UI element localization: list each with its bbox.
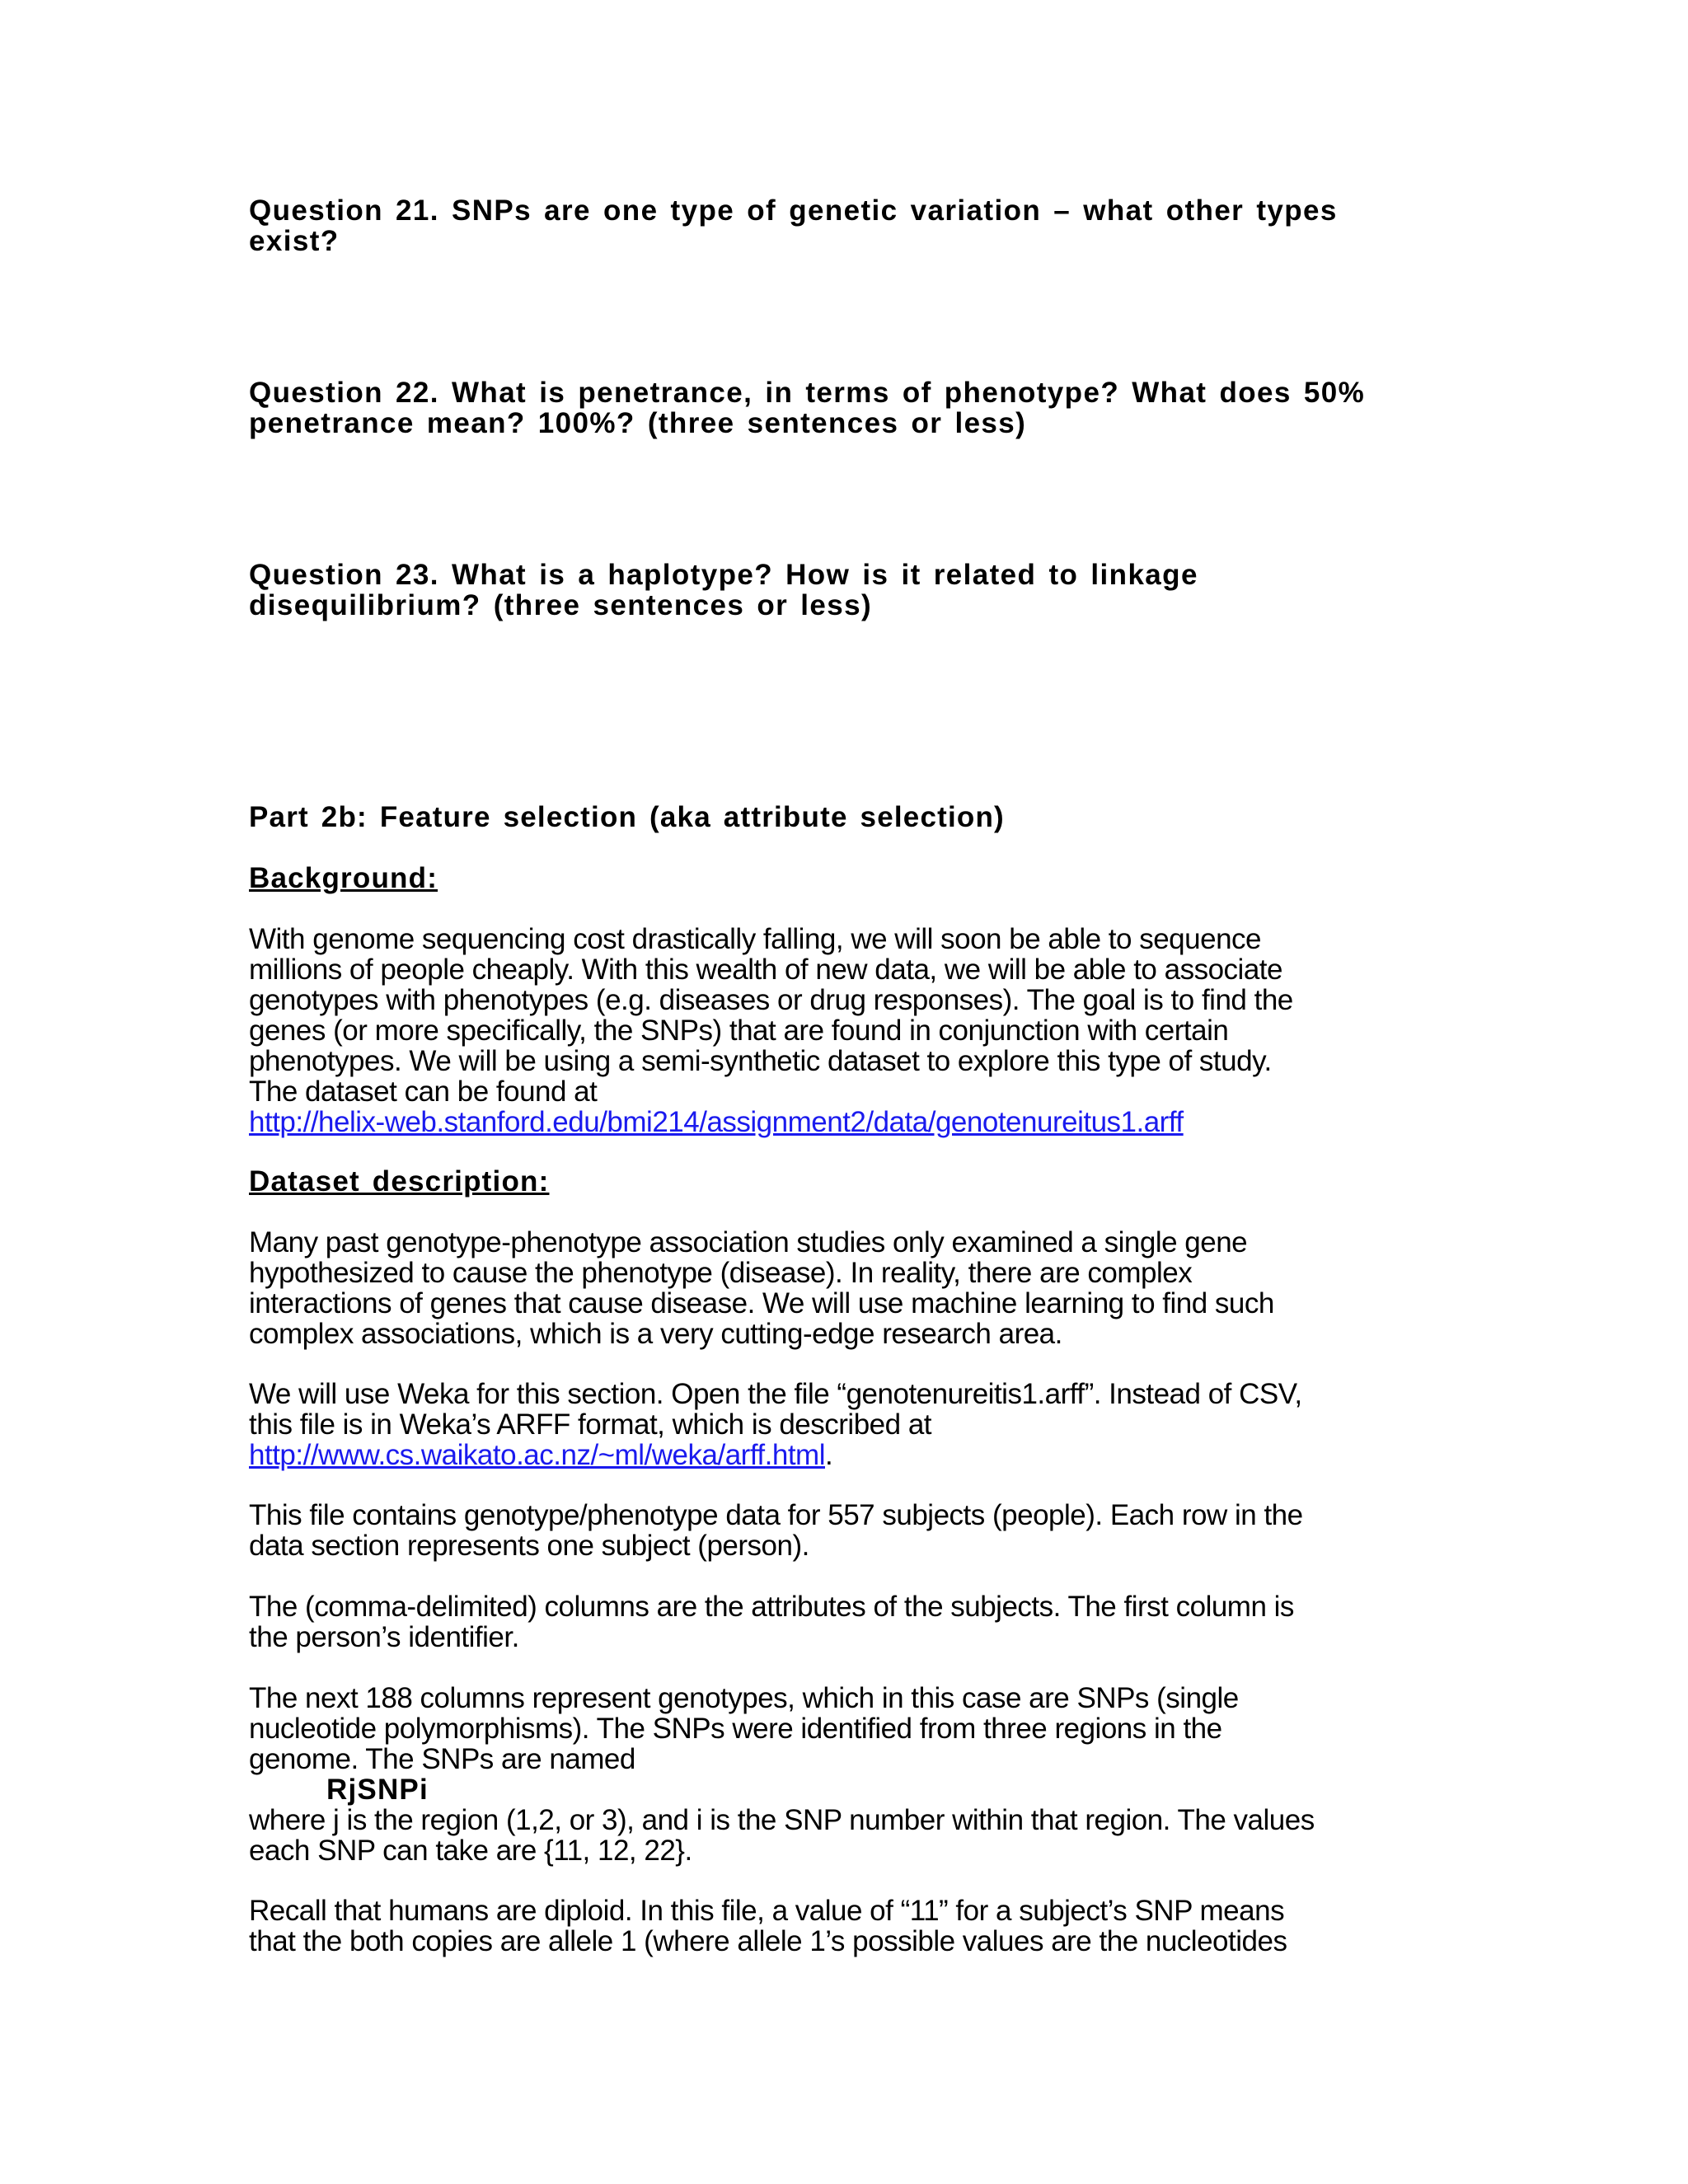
question-line: penetrance mean? 100%? (three sentences or less): [249, 407, 1027, 439]
text-line: data section represents one subject (person).: [249, 1530, 809, 1562]
text-line: This file contains genotype/phenotype data for 557 subjects (people). Each row in the: [249, 1499, 1303, 1531]
text-line: genes (or more specifically, the SNPs) that are found in conjunction with certain: [249, 1015, 1229, 1047]
text-line: where j is the region (1,2, or 3), and i is the SNP number within that region. The values: [249, 1804, 1315, 1836]
dataset-paragraph-5: [249, 1683, 1436, 1866]
text-line: this file is in Weka’s ARFF format, which is described at: [249, 1408, 932, 1441]
text-line: The dataset can be found at: [249, 1076, 598, 1108]
background-heading: Background:: [249, 862, 438, 894]
question-line: Question 21. SNPs are one type of genetic variation – what other types: [249, 194, 1338, 227]
dataset-description-heading: Dataset description:: [249, 1165, 550, 1197]
text-line: complex associations, which is a very cutting-edge research area.: [249, 1318, 1062, 1350]
text-line: interactions of genes that cause disease. We will use machine learning to find such: [249, 1287, 1274, 1319]
question-line: Question 23. What is a haplotype? How is it related to linkage: [249, 559, 1198, 591]
dataset-paragraph-1: [249, 1227, 1436, 1349]
question-22: [249, 377, 1436, 438]
text-line: The next 188 columns represent genotypes, which in this case are SNPs (single: [249, 1682, 1239, 1714]
text-line: nucleotide polymorphisms). The SNPs were identified from three regions in the: [249, 1713, 1222, 1745]
question-line: exist?: [249, 225, 340, 257]
text-line: genotypes with phenotypes (e.g. diseases or drug responses). The goal is to find the: [249, 984, 1293, 1016]
text-line: each SNP can take are {11, 12, 22}.: [249, 1835, 692, 1867]
dataset-paragraph-6: [249, 1896, 1436, 1957]
arff-format-link[interactable]: http://www.cs.waikato.ac.nz/~ml/weka/arff.html: [249, 1439, 825, 1471]
text-line: hypothesized to cause the phenotype (disease). In reality, there are complex: [249, 1257, 1193, 1289]
period: .: [824, 1439, 833, 1471]
dataset-paragraph-4: [249, 1591, 1436, 1652]
text-line: genome. The SNPs are named: [249, 1743, 635, 1775]
text-line: The (comma-delimited) columns are the attributes of the subjects. The first column is: [249, 1591, 1294, 1623]
text-line: With genome sequencing cost drastically falling, we will soon be able to sequence: [249, 923, 1261, 955]
question-23: [249, 560, 1436, 621]
dataset-link[interactable]: http://helix-web.stanford.edu/bmi214/assignment2/data/genotenureitus1.arff: [249, 1106, 1184, 1138]
question-line: Question 22. What is penetrance, in terms of phenotype? What does 50%: [249, 377, 1366, 409]
dataset-paragraph-2: [249, 1379, 1436, 1470]
part-title: Part 2b: Feature selection (aka attribute selection): [249, 801, 1005, 833]
background-paragraph: [249, 924, 1436, 1137]
text-line: We will use Weka for this section. Open the file “genotenureitis1.arff”. Instead of CSV,: [249, 1378, 1302, 1410]
question-21: [249, 195, 1436, 256]
snp-naming-pattern: RjSNPi: [326, 1774, 429, 1806]
text-line: the person’s identifier.: [249, 1621, 519, 1653]
text-line: Recall that humans are diploid. In this file, a value of “11” for a subject’s SNP means: [249, 1895, 1285, 1927]
text-line: Many past genotype-phenotype association studies only examined a single gene: [249, 1226, 1248, 1258]
text-line: phenotypes. We will be using a semi-synthetic dataset to explore this type of study.: [249, 1045, 1272, 1077]
question-line: disequilibrium? (three sentences or less): [249, 589, 873, 621]
dataset-paragraph-3: [249, 1500, 1436, 1561]
text-line: millions of people cheaply. With this wealth of new data, we will be able to associate: [249, 954, 1282, 986]
text-line: that the both copies are allele 1 (where allele 1’s possible values are the nucleotides: [249, 1925, 1287, 1957]
